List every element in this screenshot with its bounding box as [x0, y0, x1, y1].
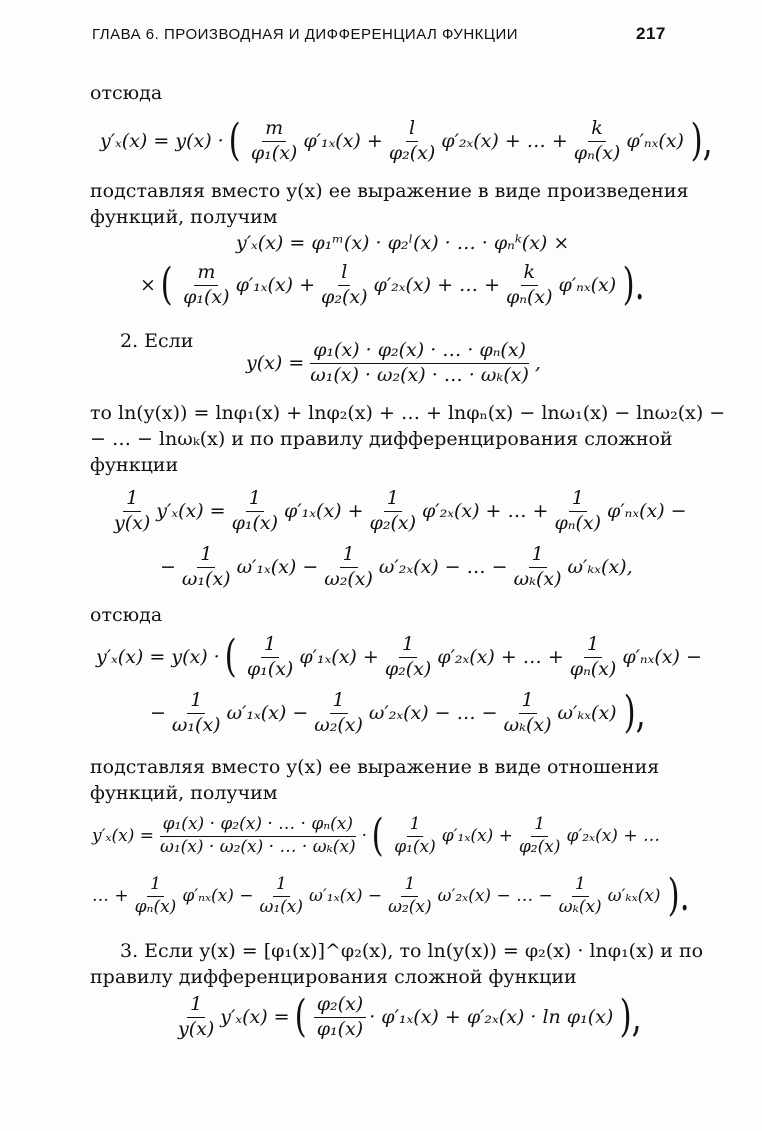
equation-5-line1: y′ₓ(x) = y(x) · ( $\frac{1}{\text{φ₁(x)}}$ φ′₁ₓ(x) + $\frac{1}{\text{φ₂(x)}}$ φ′₂ₓ(x) + … + $\frac{1}{\text{φₙ(x)}}$ φ′ₙₓ(x) −	[96, 631, 702, 683]
equation-6-line1: y′ₓ(x) = $\frac{\text{φ₁(x) · φ₂(x) · … · φₙ(x)}}{\text{ω₁(x) · ω₂(x) · … · ωₖ(x)}}$ · ( $\frac{1}{\text{φ₁(x)}}$ φ′₁ₓ(x) + $\frac{1}{\text{φ₂(x)}}$ φ′₂ₓ(x) + …	[92, 810, 660, 861]
equation-7: $\frac{1}{y(x)}$ y′ₓ(x) = ( $\frac{\text{φ₂(x)}}{\text{φ₁(x)}}$ · φ′₁ₓ(x) + φ′₂ₓ(x) · ln φ₁(x) ),	[178, 991, 642, 1043]
text-line: − … − lnωₖ(x) и по правилу дифференцирования сложной	[90, 428, 673, 450]
text-line: то ln(y(x)) = lnφ₁(x) + lnφ₂(x) + … + lnφₙ(x) − lnω₁(x) − lnω₂(x) −	[90, 402, 726, 424]
equation-4-line2: − $\frac{1}{\text{ω₁(x)}}$ ω′₁ₓ(x) − $\frac{1}{\text{ω₂(x)}}$ ω′₂ₓ(x) − … − $\frac{1}{\text{ωₖ(x)}}$ ω′ₖₓ(x),	[160, 543, 633, 590]
text-line: отсюда	[90, 82, 163, 104]
text-line: правилу дифференцирования сложной функции	[90, 966, 577, 988]
equation-6-line2: … + $\frac{1}{\text{φₙ(x)}}$ φ′ₙₓ(x) − $\frac{1}{\text{ω₁(x)}}$ ω′₁ₓ(x) − $\frac{1}{\text{ω₂(x)}}$ ω′₂ₓ(x) − … − $\frac{1}{\text{ωₖ(x)}}$ ω′ₖₓ(x) ).	[92, 870, 689, 921]
text-line: 2. Если	[120, 330, 194, 352]
text-line: отсюда	[90, 604, 163, 626]
text-line: подставляя вместо y(x) ее выражение в виде произведения	[90, 180, 689, 202]
text-line: функций, получим	[90, 782, 278, 804]
equation-1: y′ₓ(x) = y(x) · ( $\frac{m}{\text{φ₁(x)}}$ φ′₁ₓ(x) + $\frac{l}{\text{φ₂(x)}}$ φ′₂ₓ(x) + … + $\frac{k}{\text{φₙ(x)}}$ φ′ₙₓ(x) ),	[100, 115, 713, 167]
page-number: 217	[636, 24, 666, 43]
equation-3: y(x) = $\frac{\text{φ₁(x) · φ₂(x) · … · φₙ(x)}}{\text{ω₁(x) · ω₂(x) · … · ωₖ(x)}}$ ,	[246, 339, 541, 386]
equation-5-line2: − $\frac{1}{\text{ω₁(x)}}$ ω′₁ₓ(x) − $\frac{1}{\text{ω₂(x)}}$ ω′₂ₓ(x) − … − $\frac{1}{\text{ωₖ(x)}}$ ω′ₖₓ(x) ),	[150, 687, 646, 739]
text-line: функции	[90, 454, 179, 476]
equation-4-line1: $\frac{1}{y(x)}$ y′ₓ(x) = $\frac{1}{\text{φ₁(x)}}$ φ′₁ₓ(x) + $\frac{1}{\text{φ₂(x)}}$ φ′₂ₓ(x) + … + $\frac{1}{\text{φₙ(x)}}$ φ′ₙₓ(x) −	[114, 487, 687, 534]
text-line: функций, получим	[90, 206, 278, 228]
equation-2-line2: × ( $\frac{m}{\text{φ₁(x)}}$ φ′₁ₓ(x) + $\frac{l}{\text{φ₂(x)}}$ φ′₂ₓ(x) + … + $\frac{k}{\text{φₙ(x)}}$ φ′ₙₓ(x) ).	[140, 259, 645, 311]
text-line: 3. Если y(x) = [φ₁(x)]^φ₂(x), то ln(y(x)) = φ₂(x) · lnφ₁(x) и по	[120, 940, 704, 962]
text-line: подставляя вместо y(x) ее выражение в виде отношения	[90, 756, 660, 778]
equation-2-line1: y′ₓ(x) = φ₁ᵐ(x) · φ₂ˡ(x) · … · φₙᵏ(x) ×	[236, 232, 570, 254]
running-header: ГЛАВА 6. ПРОИЗВОДНАЯ И ДИФФЕРЕНЦИАЛ ФУНКЦИИ	[92, 26, 519, 43]
